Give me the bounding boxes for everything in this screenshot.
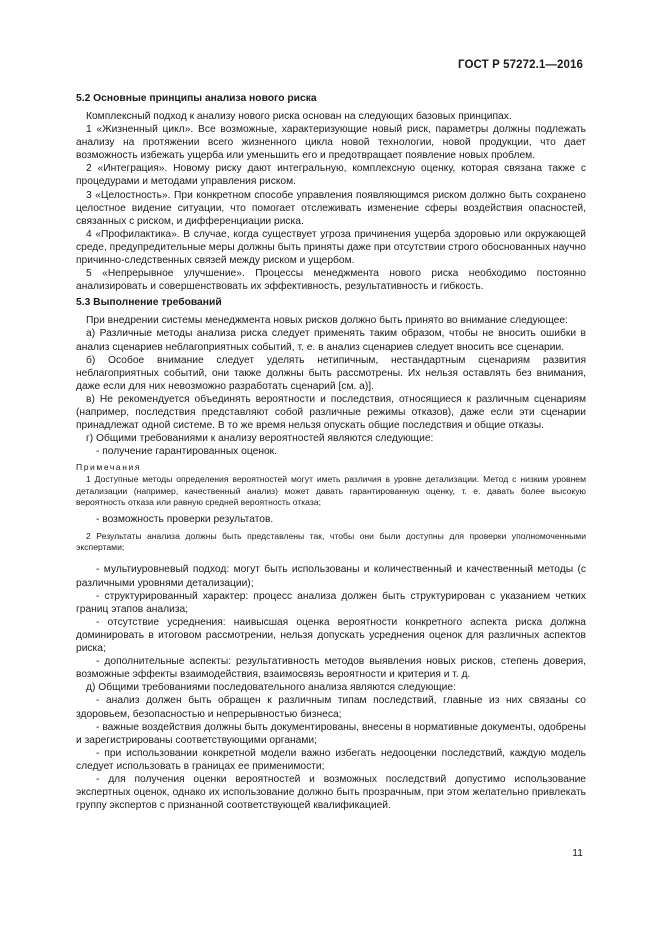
paragraph: 2 «Интеграция». Новому риску дают интегральную, комплексную оценку, которая связана также с процедурами и методами управления риском. <box>76 163 586 188</box>
paragraph: 5 «Непрерывное улучшение». Процессы менеджмента нового риска необходимо постоянно анализировать и совершенствовать их эффективность, результативность и гибкость. <box>76 268 586 293</box>
paragraph: 1 «Жизненный цикл». Все возможные, характеризующие новый риск, параметры должны подлежать анализу на протяжении всего жизненного цикла новой технологии, новой продукции, что дает возможность избежать ущерба или уменьшить его и предотвращает появление новых проблем. <box>76 124 586 162</box>
note-2: 2 Результаты анализа должны быть представлены так, чтобы они были доступны для проверки уполномоченными экспертами; <box>76 530 586 553</box>
list-item: - получение гарантированных оценок. <box>96 446 278 458</box>
list-item: - анализ должен быть обращен к различным типам последствий, главные из них связаны со здоровьем, безопасностью и непрерывностью бизнеса; <box>76 695 586 720</box>
list-item: а) Различные методы анализа риска следует применять таким образом, чтобы не вносить ошибки в анализ сценариев неблагоприятных событий, т. е. в анализ сценариев следует вносить все сценарии. <box>76 328 586 353</box>
document-body <box>76 92 586 812</box>
list-item: в) Не рекомендуется объединять вероятности и последствия, относящиеся к различным сценариям (например, последствия представляют собой различные режимы отказов), даже если эти сценарии принадлежат одной системе. В то же время нельзя опускать общие последствия и общие отказы. <box>76 393 586 432</box>
list-item: - дополнительные аспекты: результативность методов выявления новых рисков, степень доверия, возможные эффекты взаимодействия, взаимосвязь вероятности и критерия и т. д. <box>76 656 586 681</box>
list-item: д) Общими требованиями последовательного анализа являются следующие: <box>86 682 456 694</box>
section-5-2-title: 5.2 Основные принципы анализа нового риска <box>76 93 317 104</box>
list-item: - при использовании конкретной модели важно избегать недооценки последствий, каждую модель следует использовать в границах ее применимости; <box>76 747 586 772</box>
list-item: - мультиуровневый подход: могут быть использованы и количественный и качественный методы (с различными уровнями детализации); <box>76 564 586 589</box>
list-item: - структурированный характер: процесс анализа должен быть структурирован с указанием четких границ этапов анализа; <box>76 590 586 615</box>
list-item: - возможность проверки результатов. <box>96 513 274 525</box>
document-header: ГОСТ Р 57272.1—2016 <box>458 59 583 71</box>
note-1: 1 Доступные методы определения вероятностей могут иметь различия в уровне детализации. Метод с низким уровнем детализации (например, качественный анализ) может давать гарантированную оценку, т. е. давать более высокую вероятность отказа или равную средней вероятность отказа; <box>76 474 586 508</box>
notes-label: Примечания <box>76 462 142 473</box>
paragraph: Комплексный подход к анализу нового риска основан на следующих базовых принципах. <box>86 111 512 122</box>
paragraph: 3 «Целостность». При конкретном способе управления появляющимся риском должно быть сохранено целостное видение ситуации, что помогает отслеживать изменение сферы воздействия опасностей, связанных с риском, и дифференциации риска. <box>76 189 586 227</box>
list-item: б) Особое внимание следует уделять нетипичным, нестандартным сценариям развития неблагоприятных событий, они также должны быть рассмотрены. Их нельзя оставлять без внимания, даже если для них невозможно разработать сценарий [см. а)]. <box>76 354 586 392</box>
paragraph: При внедрении системы менеджмента новых рисков должно быть принято во внимание следующее: <box>86 315 568 327</box>
list-item: - отсутствие усреднения: наивысшая оценка вероятности конкретного аспекта риска должна доминировать в итоговом рассмотрении, нельзя допускать усреднения оценок для различных аспектов риска; <box>76 616 586 655</box>
paragraph: 4 «Профилактика». В случае, когда существует угроза причинения ущерба здоровью или окружающей среде, предупредительные меры должны быть приняты даже при отсутствии строго обоснованных научно причинно-следственных связей между риском и ущербом. <box>76 228 586 267</box>
page-number: 11 <box>572 848 583 859</box>
list-item: - важные воздействия должны быть документированы, внесены в нормативные документы, одобрены и зарегистрированы соответствующими органами; <box>76 721 586 746</box>
list-item: г) Общими требованиями к анализу вероятностей являются следующие: <box>86 433 434 445</box>
section-5-3-title: 5.3 Выполнение требований <box>76 297 222 309</box>
list-item: - для получения оценки вероятностей и возможных последствий допустимо использование экспертных оценок, однако их использование должно быть прозрачным, при этом желательно привлекать группу экспертов с признанной соответствующей квалификацией. <box>76 773 586 812</box>
